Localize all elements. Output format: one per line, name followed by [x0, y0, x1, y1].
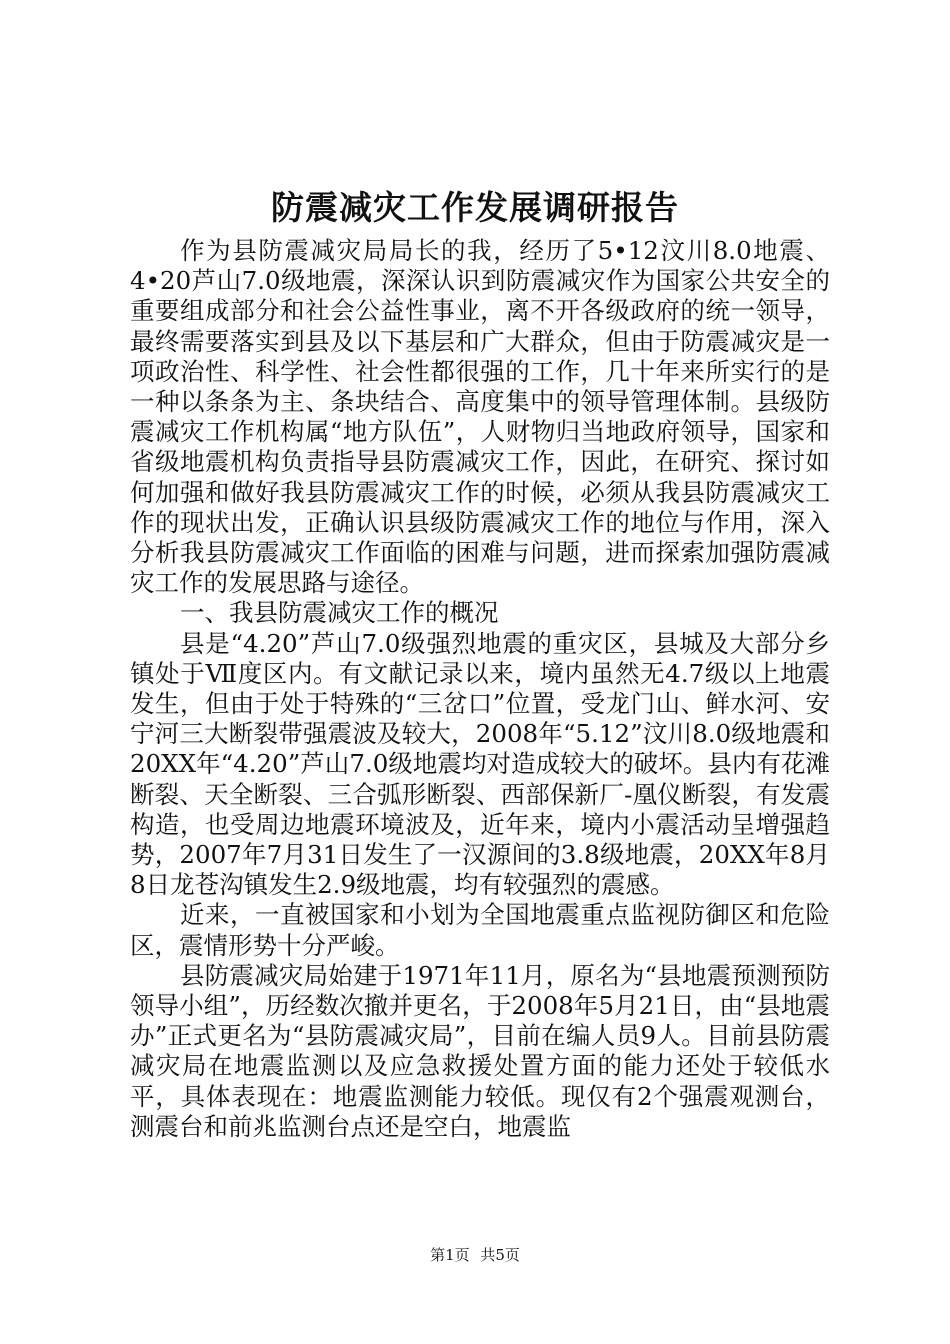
- document-title: 防震减灾工作发展调研报告: [271, 188, 679, 227]
- paragraph-overview: 县是“4.20”芦山7.0级强烈地震的重灾区，县城及大部分乡镇处于Ⅶ度区内。有文献记录以来，境内虽然无4.7级以上地震发生，但由于处于特殊的“三岔口”位置，受龙门山、鲜水河、安宁河三大断裂带强震波及较大，2008年“5.12”汶川8.0级地震和20XX年“4.20”芦山7.0级地震均对造成较大的破坏。县内有花滩断裂、天全断裂、三合弧形断裂、西部保新厂-凰仪断裂，有发震构造，也受周边地震环境波及，近年来，境内小震活动呈增强趋势，2007年7月31日发生了一汉源间的3.8级地震，20XX年8月8日龙苍沟镇发生2.9级地震，均有较强烈的震感。: [130, 628, 830, 900]
- paragraph-intro: 作为县防震减灾局局长的我，经历了5•12汶川8.0地震、4•20芦山7.0级地震，深深认识到防震减灾作为国家公共安全的重要组成部分和社会公益性事业，离不开各级政府的统一领导，最终需要落实到县及以下基层和广大群众，但由于防震减灾是一项政治性、科学性、社会性都很强的工作，几十年来所实行的是一种以条条为主、条块结合、高度集中的领导管理体制。县级防震减灾工作机构属“地方队伍”，人财物归当地政府领导，国家和省级地震机构负责指导县防震减灾工作，因此，在研究、探讨如何加强和做好我县防震减灾工作的时候，必须从我县防震减灾工作的现状出发，正确认识县级防震减灾工作的地位与作用，深入分析我县防震减灾工作面临的困难与问题，进而探索加强防震减灾工作的发展思路与途径。: [130, 236, 830, 598]
- paragraph-bureau-history: 县防震减灾局始建于1971年11月，原名为“县地震预测预防领导小组”，历经数次撤并更名，于2008年5月21日，由“县地震办”正式更名为“县防震减灾局”，目前在编人员9人。目前县防震减灾局在地震监测以及应急救援处置方面的能力还处于较低水平，具体表现在：地震监测能力较低。现仅有2个强震观测台，测震台和前兆监测台点还是空白，地震监: [130, 960, 830, 1141]
- document-body: [130, 236, 830, 1142]
- page-number: 第1页: [430, 1246, 470, 1264]
- page-total: 共5页: [480, 1246, 520, 1264]
- paragraph-monitoring-zone: 近来，一直被国家和小划为全国地震重点监视防御区和危险区，震情形势十分严峻。: [130, 900, 830, 960]
- section-heading-1: 一、我县防震减灾工作的概况: [180, 598, 499, 628]
- page-footer: [0, 1245, 950, 1265]
